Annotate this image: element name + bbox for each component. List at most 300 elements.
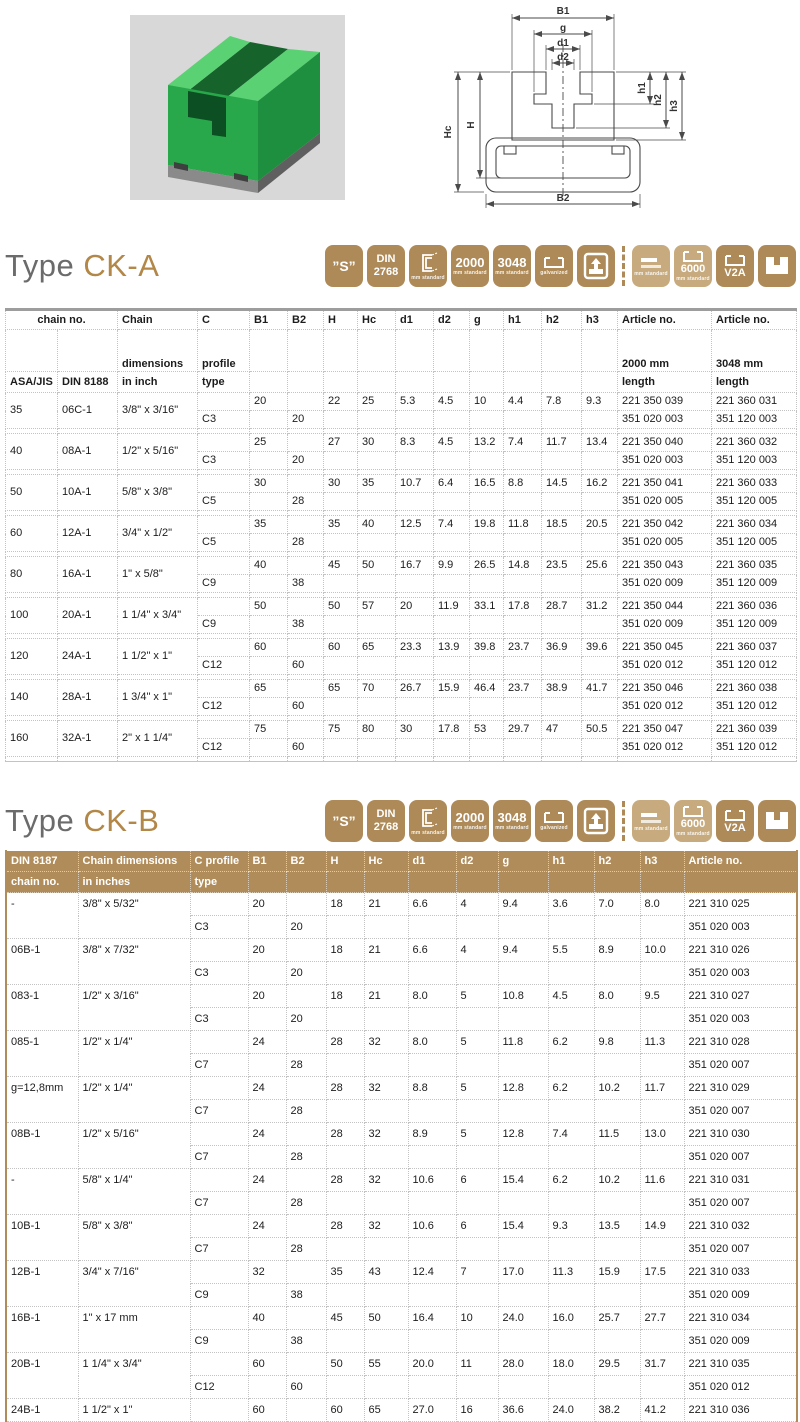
profile-type-cell: C7 <box>190 1192 248 1215</box>
dimension-value-cell: 28 <box>326 1123 364 1146</box>
spacer-cell <box>358 757 396 762</box>
din-cell: 20A-1 <box>58 598 118 634</box>
dimension-value-cell: 28 <box>326 1031 364 1054</box>
profile-type-cell: C7 <box>190 1146 248 1169</box>
dimension-value-cell: 16.4 <box>408 1307 456 1330</box>
dimension-value-cell <box>504 698 542 716</box>
dimension-value-cell <box>434 657 470 675</box>
dimension-value-cell: 11.7 <box>640 1077 684 1100</box>
dimension-value-cell: 6.2 <box>548 1169 594 1192</box>
article-number-cell: 221 310 034 <box>684 1307 797 1330</box>
dimension-value-cell <box>594 1238 640 1261</box>
dim-cell: 1" x 17 mm <box>78 1307 190 1353</box>
table-row <box>6 1353 797 1376</box>
dimension-value-cell <box>548 1100 594 1123</box>
dimension-value-cell <box>364 916 408 939</box>
dimension-value-cell: 5 <box>456 1077 498 1100</box>
galvanized-icon: galvanized <box>535 245 573 287</box>
dimension-value-cell <box>542 698 582 716</box>
dimension-value-cell: 7.4 <box>504 434 542 452</box>
table-row <box>6 721 797 739</box>
dimension-value-cell <box>408 1192 456 1215</box>
article-number-cell: 221 310 035 <box>684 1353 797 1376</box>
article-number-cell: 351 020 005 <box>618 493 712 511</box>
table-row <box>6 1399 797 1422</box>
dimension-value-cell <box>396 411 434 429</box>
dimension-value-cell <box>548 1054 594 1077</box>
dimension-value-cell <box>456 1008 498 1031</box>
profile-type-cell <box>190 893 248 916</box>
profile-type-cell: C3 <box>190 962 248 985</box>
icon-separator <box>622 801 625 841</box>
profile-type-cell: C7 <box>190 1100 248 1123</box>
article-number-cell: 351 020 007 <box>684 1054 797 1077</box>
article-number-cell: 351 120 012 <box>712 698 797 716</box>
dimension-value-cell: 24.0 <box>548 1399 594 1422</box>
article-number-cell: 221 350 046 <box>618 680 712 698</box>
dim-cell: 1/2" x 5/16" <box>118 434 198 470</box>
b2-value-cell: 38 <box>288 616 324 634</box>
dimension-value-cell: 31.2 <box>582 598 618 616</box>
dimension-value-cell <box>640 916 684 939</box>
dimension-value-cell: 11.9 <box>434 598 470 616</box>
dimension-value-cell: 12.4 <box>408 1261 456 1284</box>
title-name: CK-A <box>83 248 160 283</box>
dimension-value-cell <box>326 1054 364 1077</box>
b1-value-cell: 40 <box>250 557 288 575</box>
dimension-value-cell: 25.7 <box>594 1307 640 1330</box>
dimension-value-cell: 15.4 <box>498 1169 548 1192</box>
dimension-value-cell <box>504 493 542 511</box>
s-quality-icon: ”S” <box>325 245 363 287</box>
dimension-value-cell <box>408 962 456 985</box>
dimension-value-cell: 18 <box>326 893 364 916</box>
spacer-cell <box>6 757 58 762</box>
profile-type-cell: C9 <box>190 1284 248 1307</box>
table-b-header-row-1 <box>6 851 797 872</box>
article-number-cell: 221 310 032 <box>684 1215 797 1238</box>
dimension-value-cell: 26.5 <box>470 557 504 575</box>
dimension-value-cell <box>324 698 358 716</box>
din-cell: 06B-1 <box>6 939 78 985</box>
dimension-value-cell <box>498 1100 548 1123</box>
b2-value-cell <box>286 1307 326 1330</box>
article-number-cell: 351 020 005 <box>618 534 712 552</box>
dim-label-b2: B2 <box>556 193 570 204</box>
dimension-value-cell: 7 <box>456 1261 498 1284</box>
dimension-value-cell <box>640 1146 684 1169</box>
dimension-value-cell <box>396 616 434 634</box>
b2-value-cell <box>286 1077 326 1100</box>
dimension-value-cell: 10.7 <box>396 475 434 493</box>
b1-value-cell <box>250 493 288 511</box>
col-h3: h3 <box>640 851 684 872</box>
article-number-cell: 221 360 032 <box>712 434 797 452</box>
dimension-value-cell: 30 <box>358 434 396 452</box>
dimension-value-cell <box>396 493 434 511</box>
col-d2: d2 <box>434 310 470 330</box>
col-g: g <box>498 851 548 872</box>
article-number-cell: 351 020 009 <box>684 1330 797 1353</box>
din-cell: 16B-1 <box>6 1307 78 1353</box>
dimension-value-cell <box>456 1376 498 1399</box>
article-number-cell: 221 360 037 <box>712 639 797 657</box>
dimension-value-cell: 28 <box>326 1169 364 1192</box>
profile-type-cell <box>198 434 250 452</box>
section-a-header <box>5 240 796 292</box>
dimension-value-cell: 41.2 <box>640 1399 684 1422</box>
dimension-value-cell <box>582 616 618 634</box>
article-number-cell: 351 020 003 <box>618 411 712 429</box>
dimension-value-cell <box>640 1376 684 1399</box>
dimension-value-cell: 35 <box>326 1261 364 1284</box>
b1-value-cell <box>248 1330 286 1353</box>
dim-cell: 1/2" x 3/16" <box>78 985 190 1031</box>
spacer-cell <box>434 757 470 762</box>
col-hc: Hc <box>364 851 408 872</box>
dimension-value-cell: 5.3 <box>396 393 434 411</box>
article-number-cell: 351 020 003 <box>684 1008 797 1031</box>
dimension-value-cell <box>504 534 542 552</box>
title-prefix: Type <box>5 248 84 283</box>
dimension-value-cell: 6 <box>456 1215 498 1238</box>
dimension-value-cell: 26.7 <box>396 680 434 698</box>
dimension-value-cell <box>408 1146 456 1169</box>
dim-cell: 3/4" x 7/16" <box>78 1261 190 1307</box>
dimension-value-cell: 6 <box>456 1169 498 1192</box>
galvanized-icon: galvanized <box>535 800 573 842</box>
dimension-value-cell: 23.7 <box>504 680 542 698</box>
b2-value-cell: 28 <box>286 1100 326 1123</box>
technical-drawing <box>428 0 690 212</box>
article-number-cell: 221 360 038 <box>712 680 797 698</box>
dimension-value-cell <box>326 1238 364 1261</box>
section-b-header <box>5 795 796 847</box>
dimension-value-cell: 47 <box>542 721 582 739</box>
col-chain-no: chain no. <box>6 310 118 330</box>
dimension-value-cell <box>456 1238 498 1261</box>
b2-value-cell: 38 <box>286 1284 326 1307</box>
dimension-value-cell: 5 <box>456 1123 498 1146</box>
dim-cell: 1 3/4" x 1" <box>118 680 198 716</box>
dimension-value-cell: 9.4 <box>498 893 548 916</box>
b2-value-cell <box>286 985 326 1008</box>
dimension-value-cell <box>408 1284 456 1307</box>
dimension-value-cell: 75 <box>324 721 358 739</box>
asa-cell: 40 <box>6 434 58 470</box>
table-row <box>6 393 797 411</box>
dimension-value-cell: 16.5 <box>470 475 504 493</box>
profile-type-cell <box>198 680 250 698</box>
dimension-value-cell: 10 <box>456 1307 498 1330</box>
dimension-value-cell: 50 <box>358 557 396 575</box>
dimension-value-cell: 7.4 <box>548 1123 594 1146</box>
dimension-value-cell <box>408 1238 456 1261</box>
b1-value-cell <box>250 575 288 593</box>
b1-value-cell <box>250 452 288 470</box>
dimension-value-cell <box>364 1376 408 1399</box>
table-row <box>6 1215 797 1238</box>
dimension-value-cell <box>594 962 640 985</box>
dimension-value-cell: 32 <box>364 1169 408 1192</box>
dimension-value-cell: 50 <box>324 598 358 616</box>
dimension-value-cell <box>582 411 618 429</box>
table-ck-a <box>5 308 797 762</box>
col-h3: h3 <box>582 310 618 330</box>
dimension-value-cell: 5 <box>456 985 498 1008</box>
dimension-value-cell <box>594 1376 640 1399</box>
article-number-cell: 221 310 029 <box>684 1077 797 1100</box>
article-number-cell: 221 360 033 <box>712 475 797 493</box>
dimension-value-cell <box>364 1284 408 1307</box>
profile-type-cell <box>190 1261 248 1284</box>
dimension-value-cell <box>434 534 470 552</box>
dimension-value-cell <box>548 1192 594 1215</box>
col-b1: B1 <box>248 851 286 872</box>
col-g: g <box>470 310 504 330</box>
dimension-value-cell <box>396 575 434 593</box>
article-number-cell: 351 020 003 <box>618 452 712 470</box>
b1-value-cell <box>248 1192 286 1215</box>
dimension-value-cell: 30 <box>324 475 358 493</box>
dimension-value-cell <box>582 657 618 675</box>
dimension-value-cell: 23.7 <box>504 639 542 657</box>
profile-type-cell: C3 <box>198 452 250 470</box>
col-article-2000: Article no. <box>618 310 712 330</box>
dimension-value-cell <box>456 962 498 985</box>
dimension-value-cell <box>358 452 396 470</box>
b2-value-cell <box>286 1399 326 1422</box>
dim-cell: 3/8" x 5/32" <box>78 893 190 939</box>
table-row <box>6 1261 797 1284</box>
profile-type-cell <box>190 985 248 1008</box>
dimension-value-cell: 40 <box>358 516 396 534</box>
dimension-value-cell: 10.2 <box>594 1077 640 1100</box>
dimension-value-cell: 18.0 <box>548 1353 594 1376</box>
dimension-value-cell: 20.5 <box>582 516 618 534</box>
dimension-value-cell <box>582 698 618 716</box>
dimension-value-cell: 9.3 <box>582 393 618 411</box>
spacer-cell <box>288 757 324 762</box>
dimension-value-cell: 10.6 <box>408 1169 456 1192</box>
spacer-cell <box>198 757 250 762</box>
profile-type-cell <box>190 1307 248 1330</box>
title-name: CK-B <box>83 803 160 838</box>
dimension-value-cell <box>640 1192 684 1215</box>
article-number-cell: 221 310 033 <box>684 1261 797 1284</box>
b2-value-cell <box>288 557 324 575</box>
length-3048-icon: 3048 mm standard <box>493 245 531 287</box>
b2-value-cell: 28 <box>286 1146 326 1169</box>
dimension-value-cell: 33.1 <box>470 598 504 616</box>
b1-value-cell: 24 <box>248 1169 286 1192</box>
dimension-value-cell: 39.6 <box>582 639 618 657</box>
din-cell: 085-1 <box>6 1031 78 1077</box>
article-number-cell: 221 310 026 <box>684 939 797 962</box>
article-number-cell: 221 310 025 <box>684 893 797 916</box>
article-number-cell: 221 350 047 <box>618 721 712 739</box>
b1-value-cell <box>250 657 288 675</box>
dimension-value-cell <box>364 1146 408 1169</box>
dimension-value-cell <box>326 916 364 939</box>
article-number-cell: 351 120 012 <box>712 739 797 757</box>
dimension-value-cell <box>358 493 396 511</box>
dimension-value-cell: 15.9 <box>434 680 470 698</box>
b2-value-cell: 20 <box>288 452 324 470</box>
dimension-value-cell: 9.8 <box>594 1031 640 1054</box>
spacer-cell <box>542 757 582 762</box>
dim-label-d2: d2 <box>557 52 569 63</box>
asa-cell: 100 <box>6 598 58 634</box>
profile-pair-icon <box>758 800 796 842</box>
dimension-value-cell <box>640 962 684 985</box>
article-number-cell: 351 120 003 <box>712 452 797 470</box>
dimension-value-cell <box>364 1008 408 1031</box>
dimension-value-cell <box>364 962 408 985</box>
dimension-value-cell: 7.4 <box>434 516 470 534</box>
dimension-value-cell: 17.8 <box>434 721 470 739</box>
article-number-cell: 221 350 043 <box>618 557 712 575</box>
article-number-cell: 351 020 003 <box>684 916 797 939</box>
dimension-value-cell: 28 <box>326 1077 364 1100</box>
din-2768-icon: DIN 2768 <box>367 245 405 287</box>
dimension-value-cell <box>470 452 504 470</box>
article-number-cell: 351 020 012 <box>618 698 712 716</box>
article-number-cell: 351 020 009 <box>684 1284 797 1307</box>
din-cell: - <box>6 893 78 939</box>
article-number-cell: 351 020 007 <box>684 1146 797 1169</box>
dimension-value-cell: 27 <box>324 434 358 452</box>
dimension-value-cell: 7.0 <box>594 893 640 916</box>
col-d2: d2 <box>456 851 498 872</box>
table-row <box>6 985 797 1008</box>
col-h1: h1 <box>548 851 594 872</box>
col-din-8187: DIN 8187 <box>6 851 78 872</box>
profile-type-cell: C5 <box>198 493 250 511</box>
dimension-value-cell <box>498 1192 548 1215</box>
profile-type-cell <box>190 1031 248 1054</box>
dimension-value-cell: 39.8 <box>470 639 504 657</box>
asa-cell: 160 <box>6 721 58 757</box>
dimension-value-cell <box>640 1330 684 1353</box>
dimension-value-cell: 11.8 <box>498 1031 548 1054</box>
b2-value-cell <box>288 598 324 616</box>
dimension-value-cell: 45 <box>324 557 358 575</box>
b2-value-cell <box>286 939 326 962</box>
dimension-value-cell <box>504 575 542 593</box>
profile-type-cell <box>198 639 250 657</box>
dimension-value-cell: 6.6 <box>408 939 456 962</box>
asa-cell: 60 <box>6 516 58 552</box>
dim-cell: 5/8" x 1/4" <box>78 1169 190 1215</box>
dimension-value-cell <box>326 1100 364 1123</box>
dimension-value-cell <box>364 1238 408 1261</box>
profile-type-cell: C3 <box>190 916 248 939</box>
dimension-value-cell <box>364 1054 408 1077</box>
article-number-cell: 351 120 003 <box>712 411 797 429</box>
dimension-value-cell: 30 <box>396 721 434 739</box>
bars-icon: mm standard <box>632 245 670 287</box>
dimension-value-cell <box>498 1238 548 1261</box>
spacer-cell <box>618 757 712 762</box>
dimension-value-cell <box>498 1284 548 1307</box>
b2-value-cell: 38 <box>286 1330 326 1353</box>
table-row <box>6 1031 797 1054</box>
col-chain: Chain <box>118 310 198 330</box>
b2-value-cell: 28 <box>288 534 324 552</box>
dimension-value-cell: 8.0 <box>408 985 456 1008</box>
dim-label-d1: d1 <box>557 38 569 49</box>
dimension-value-cell: 8.0 <box>594 985 640 1008</box>
dimension-value-cell <box>594 1054 640 1077</box>
profile-type-cell: C7 <box>190 1238 248 1261</box>
b2-value-cell: 60 <box>288 657 324 675</box>
din-cell: g=12,8mm <box>6 1077 78 1123</box>
b1-value-cell <box>250 411 288 429</box>
dimension-value-cell: 22 <box>324 393 358 411</box>
dimension-value-cell <box>548 1008 594 1031</box>
dimension-value-cell <box>542 616 582 634</box>
table-row <box>6 1123 797 1146</box>
dimension-value-cell: 10.6 <box>408 1215 456 1238</box>
b2-value-cell <box>286 893 326 916</box>
din-cell: 083-1 <box>6 985 78 1031</box>
din-cell: 32A-1 <box>58 721 118 757</box>
b1-value-cell <box>250 698 288 716</box>
b2-value-cell <box>286 1215 326 1238</box>
din-cell: 16A-1 <box>58 557 118 593</box>
dimension-value-cell: 4 <box>456 939 498 962</box>
dimension-value-cell <box>542 534 582 552</box>
dimension-value-cell <box>498 1376 548 1399</box>
dimension-value-cell <box>456 1284 498 1307</box>
spacer-cell <box>396 757 434 762</box>
asa-cell: 50 <box>6 475 58 511</box>
dimension-value-cell: 35 <box>324 516 358 534</box>
dimension-value-cell: 32 <box>364 1123 408 1146</box>
dimension-value-cell <box>594 1284 640 1307</box>
dimension-value-cell <box>504 739 542 757</box>
article-number-cell: 351 120 009 <box>712 575 797 593</box>
dimension-value-cell <box>594 1008 640 1031</box>
b2-value-cell: 20 <box>286 962 326 985</box>
col-b1: B1 <box>250 310 288 330</box>
dimension-value-cell <box>504 411 542 429</box>
article-number-cell: 221 360 031 <box>712 393 797 411</box>
dimension-value-cell <box>542 739 582 757</box>
table-row <box>6 939 797 962</box>
article-number-cell: 351 020 012 <box>684 1376 797 1399</box>
dimension-value-cell <box>364 1100 408 1123</box>
profile-type-cell: C9 <box>198 575 250 593</box>
dimension-value-cell: 11.8 <box>504 516 542 534</box>
dimension-value-cell: 9.5 <box>640 985 684 1008</box>
dimension-value-cell <box>456 1146 498 1169</box>
din-cell: 10B-1 <box>6 1215 78 1261</box>
din-cell: 28A-1 <box>58 680 118 716</box>
dimension-value-cell <box>582 452 618 470</box>
table-row <box>6 1169 797 1192</box>
dimension-value-cell: 3.6 <box>548 893 594 916</box>
b1-value-cell <box>250 739 288 757</box>
table-row <box>6 516 797 534</box>
dimension-value-cell: 4.5 <box>434 434 470 452</box>
dim-cell: 5/8" x 3/8" <box>78 1215 190 1261</box>
article-number-cell: 221 310 036 <box>684 1399 797 1422</box>
length-6000-icon: 6000 mm standard <box>674 800 712 842</box>
col-b2: B2 <box>288 310 324 330</box>
dimension-value-cell <box>326 1146 364 1169</box>
